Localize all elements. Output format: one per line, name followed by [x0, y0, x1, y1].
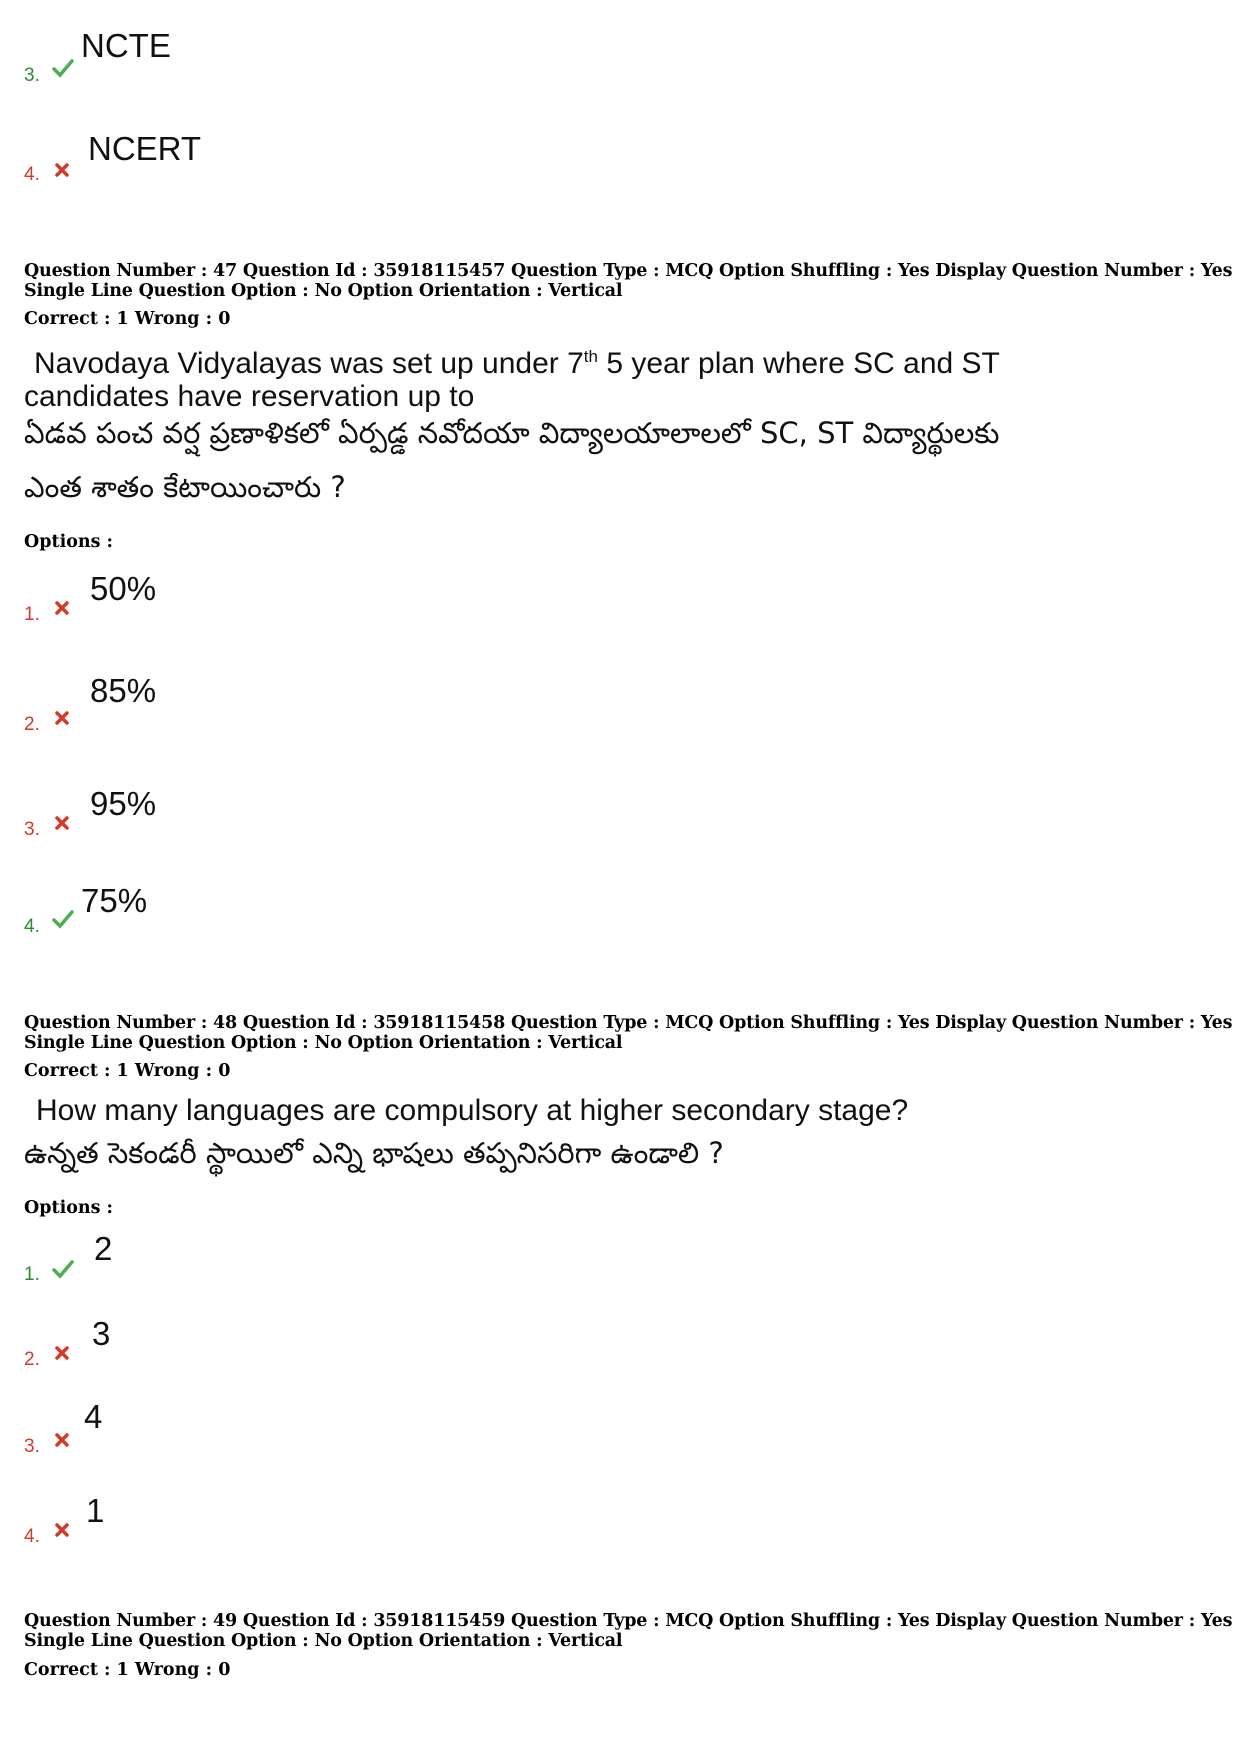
telugu-text-line-1: ఉన్నత సెకండరీ స్థాయిలో ఎన్ని భాషలు తప్పనిసరిగా ఉండాలి ? [24, 1136, 724, 1170]
question-text-line-2: candidates have reservation up to [24, 380, 475, 413]
option-1 [24, 1230, 624, 1290]
option-3 [24, 25, 624, 85]
question-meta-line-1: Question Number : 47 Question Id : 35918115457 Question Type : MCQ Option Shuffling : Yes Display Question Number : Yes [24, 261, 1233, 281]
option-number: 4. [24, 164, 40, 185]
options-label: Options : [24, 532, 114, 552]
question-meta-line-2: Single Line Question Option : No Option Orientation : Vertical [24, 1033, 623, 1053]
options-label: Options : [24, 1198, 114, 1218]
option-value: 4 [84, 1398, 103, 1435]
option-value: 75% [81, 882, 148, 919]
option-4 [24, 1492, 624, 1552]
cross-icon [54, 1522, 70, 1538]
option-value: 50% [90, 570, 157, 607]
option-2 [24, 1315, 624, 1375]
option-number: 1. [24, 1264, 40, 1285]
option-4 [24, 882, 624, 942]
score-line: Correct : 1 Wrong : 0 [24, 1660, 231, 1680]
question-text-line-1: Navodaya Vidyalayas was set up under 7th 5 year plan where SC and ST [34, 347, 1000, 380]
option-value: 1 [86, 1492, 105, 1529]
option-4 [24, 128, 624, 188]
option-3 [24, 785, 624, 845]
option-value: NCERT [88, 130, 202, 167]
option-2 [24, 672, 624, 735]
score-line: Correct : 1 Wrong : 0 [24, 309, 231, 329]
option-number: 3. [24, 819, 40, 840]
question-text-line-1: How many languages are compulsory at higher secondary stage? [36, 1094, 909, 1127]
option-value: 3 [92, 1315, 111, 1352]
option-number: 3. [24, 65, 40, 86]
question-meta-line-1: Question Number : 48 Question Id : 35918115458 Question Type : MCQ Option Shuffling : Yes Display Question Number : Yes [24, 1013, 1233, 1033]
cross-icon [54, 600, 70, 616]
option-value: 85% [90, 672, 157, 709]
checkmark-icon [52, 57, 74, 79]
option-value: NCTE [81, 27, 171, 64]
score-line: Correct : 1 Wrong : 0 [24, 1061, 231, 1081]
checkmark-icon [52, 908, 74, 930]
option-number: 4. [24, 916, 40, 937]
cross-icon [54, 1345, 70, 1361]
option-value: 2 [94, 1230, 113, 1267]
question-meta-line-2: Single Line Question Option : No Option Orientation : Vertical [24, 281, 623, 301]
option-number: 2. [24, 714, 40, 735]
cross-icon [54, 162, 70, 178]
checkmark-icon [52, 1258, 74, 1280]
option-number: 4. [24, 1526, 40, 1547]
option-number: 1. [24, 604, 40, 625]
option-3 [24, 1398, 624, 1458]
question-meta-line-2: Single Line Question Option : No Option Orientation : Vertical [24, 1631, 623, 1651]
cross-icon [54, 1432, 70, 1448]
cross-icon [54, 710, 70, 726]
option-1 [24, 570, 624, 630]
option-number: 2. [24, 1349, 40, 1370]
telugu-text-line-1: ఏడవ పంచ వర్ష ప్రణాళికలో ఏర్పడ్డ నవోదయా విద్యాలయాలాలలో SC, ST విద్యార్థులకు [24, 416, 1000, 450]
option-value: 95% [90, 785, 157, 822]
telugu-text-line-2: ఎంత శాతం కేటాయించారు ? [24, 470, 346, 504]
option-number: 3. [24, 1436, 40, 1457]
cross-icon [54, 815, 70, 831]
question-meta-line-1: Question Number : 49 Question Id : 35918115459 Question Type : MCQ Option Shuffling : Yes Display Question Number : Yes [24, 1611, 1233, 1631]
